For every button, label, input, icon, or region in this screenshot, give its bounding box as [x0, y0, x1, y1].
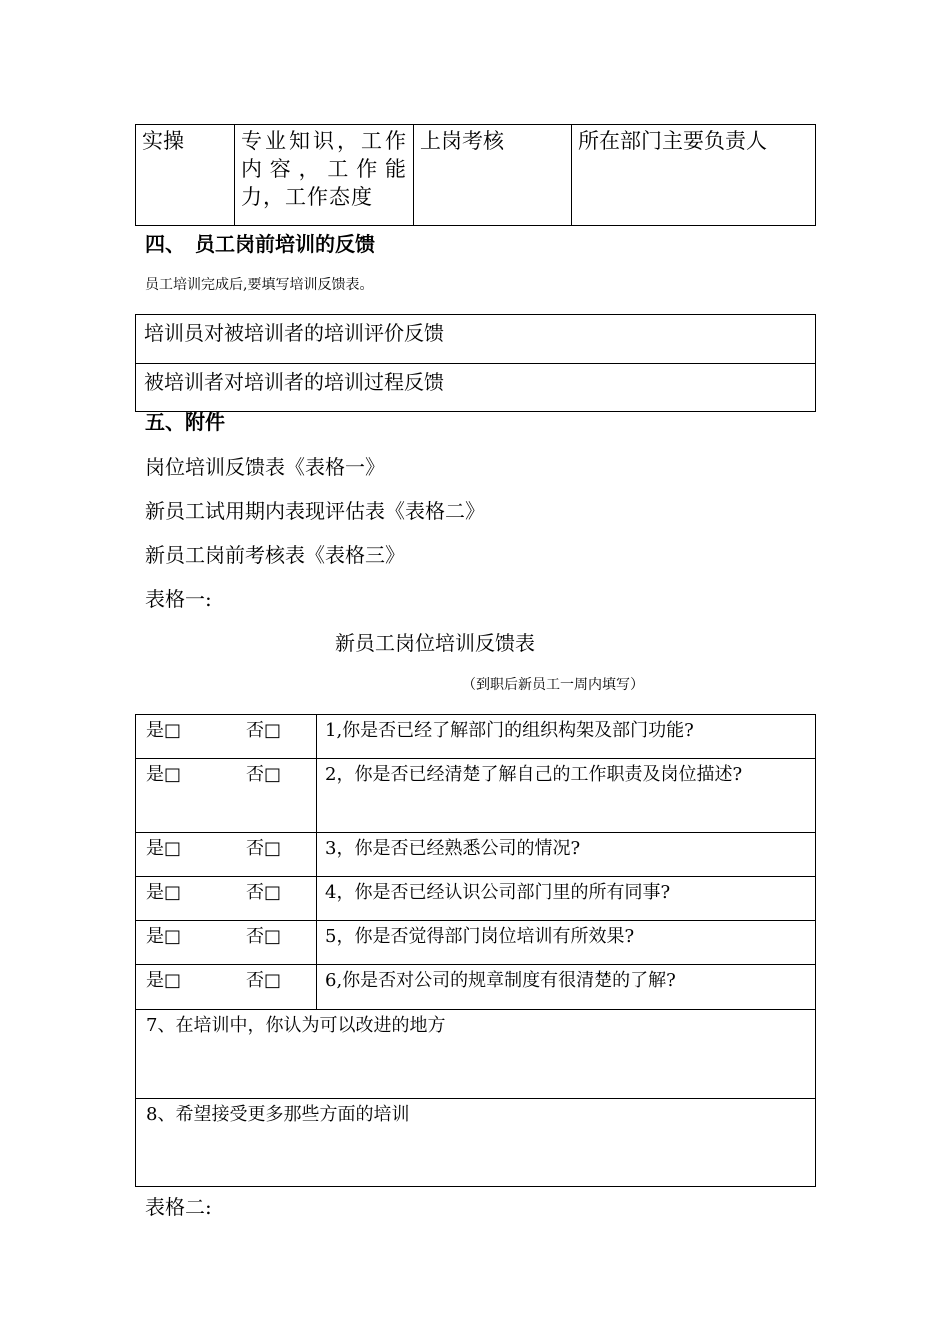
- open-question-cell[interactable]: 7、在培训中，你认为可以改进的地方: [136, 1010, 816, 1099]
- open-question-cell[interactable]: 8、希望接受更多那些方面的培训: [136, 1099, 816, 1187]
- no-checkbox[interactable]: 否□: [246, 838, 282, 859]
- yes-checkbox[interactable]: 是□: [146, 882, 182, 903]
- no-checkbox[interactable]: 否□: [246, 764, 282, 785]
- attachment-item: 新员工岗前考核表《表格三》: [145, 543, 405, 567]
- yes-checkbox[interactable]: 是□: [146, 720, 182, 741]
- answer-cell: [136, 715, 317, 759]
- top-table: [135, 124, 816, 226]
- question-cell: 3，你是否已经熟悉公司的情况?: [317, 833, 816, 877]
- form1-table: [135, 714, 816, 1187]
- no-checkbox[interactable]: 否□: [246, 882, 282, 903]
- question-cell: 2，你是否已经清楚了解自己的工作职责及岗位描述?: [317, 759, 816, 833]
- answer-cell: [136, 877, 317, 921]
- cell-owner: 所在部门主要负责人: [572, 125, 816, 226]
- form2-label: 表格二:: [145, 1195, 212, 1219]
- feedback-table: [135, 314, 816, 412]
- question-cell: 4，你是否已经认识公司部门里的所有同事?: [317, 877, 816, 921]
- section-5-title: 五、附件: [145, 410, 225, 434]
- form1-title: 新员工岗位培训反馈表: [335, 631, 535, 655]
- question-cell: 1,你是否已经了解部门的组织构架及部门功能?: [317, 715, 816, 759]
- yes-checkbox[interactable]: 是□: [146, 764, 182, 785]
- attachment-item: 岗位培训反馈表《表格一》: [145, 455, 385, 479]
- cell-type: 实操: [136, 125, 235, 226]
- answer-cell: [136, 965, 317, 1010]
- yes-checkbox[interactable]: 是□: [146, 970, 182, 991]
- question-cell: 5，你是否觉得部门岗位培训有所效果?: [317, 921, 816, 965]
- answer-cell: [136, 759, 317, 833]
- no-checkbox[interactable]: 否□: [246, 926, 282, 947]
- section-4-title: 四、 员工岗前培训的反馈: [145, 232, 375, 256]
- section-4-note: 员工培训完成后,要填写培训反馈表。: [145, 277, 374, 293]
- feedback-row: 被培训者对培训者的培训过程反馈: [136, 364, 816, 412]
- no-checkbox[interactable]: 否□: [246, 720, 282, 741]
- form1-label: 表格一:: [145, 587, 212, 611]
- cell-content: 专业知识，工作内容，工作能力，工作态度: [235, 125, 414, 226]
- cell-method: 上岗考核: [414, 125, 572, 226]
- no-checkbox[interactable]: 否□: [246, 970, 282, 991]
- yes-checkbox[interactable]: 是□: [146, 926, 182, 947]
- answer-cell: [136, 833, 317, 877]
- form1-subtitle: （到职后新员工一周内填写）: [462, 677, 644, 693]
- attachment-item: 新员工试用期内表现评估表《表格二》: [145, 499, 485, 523]
- yes-checkbox[interactable]: 是□: [146, 838, 182, 859]
- feedback-row: 培训员对被培训者的培训评价反馈: [136, 315, 816, 364]
- question-cell: 6,你是否对公司的规章制度有很清楚的了解?: [317, 965, 816, 1010]
- answer-cell: [136, 921, 317, 965]
